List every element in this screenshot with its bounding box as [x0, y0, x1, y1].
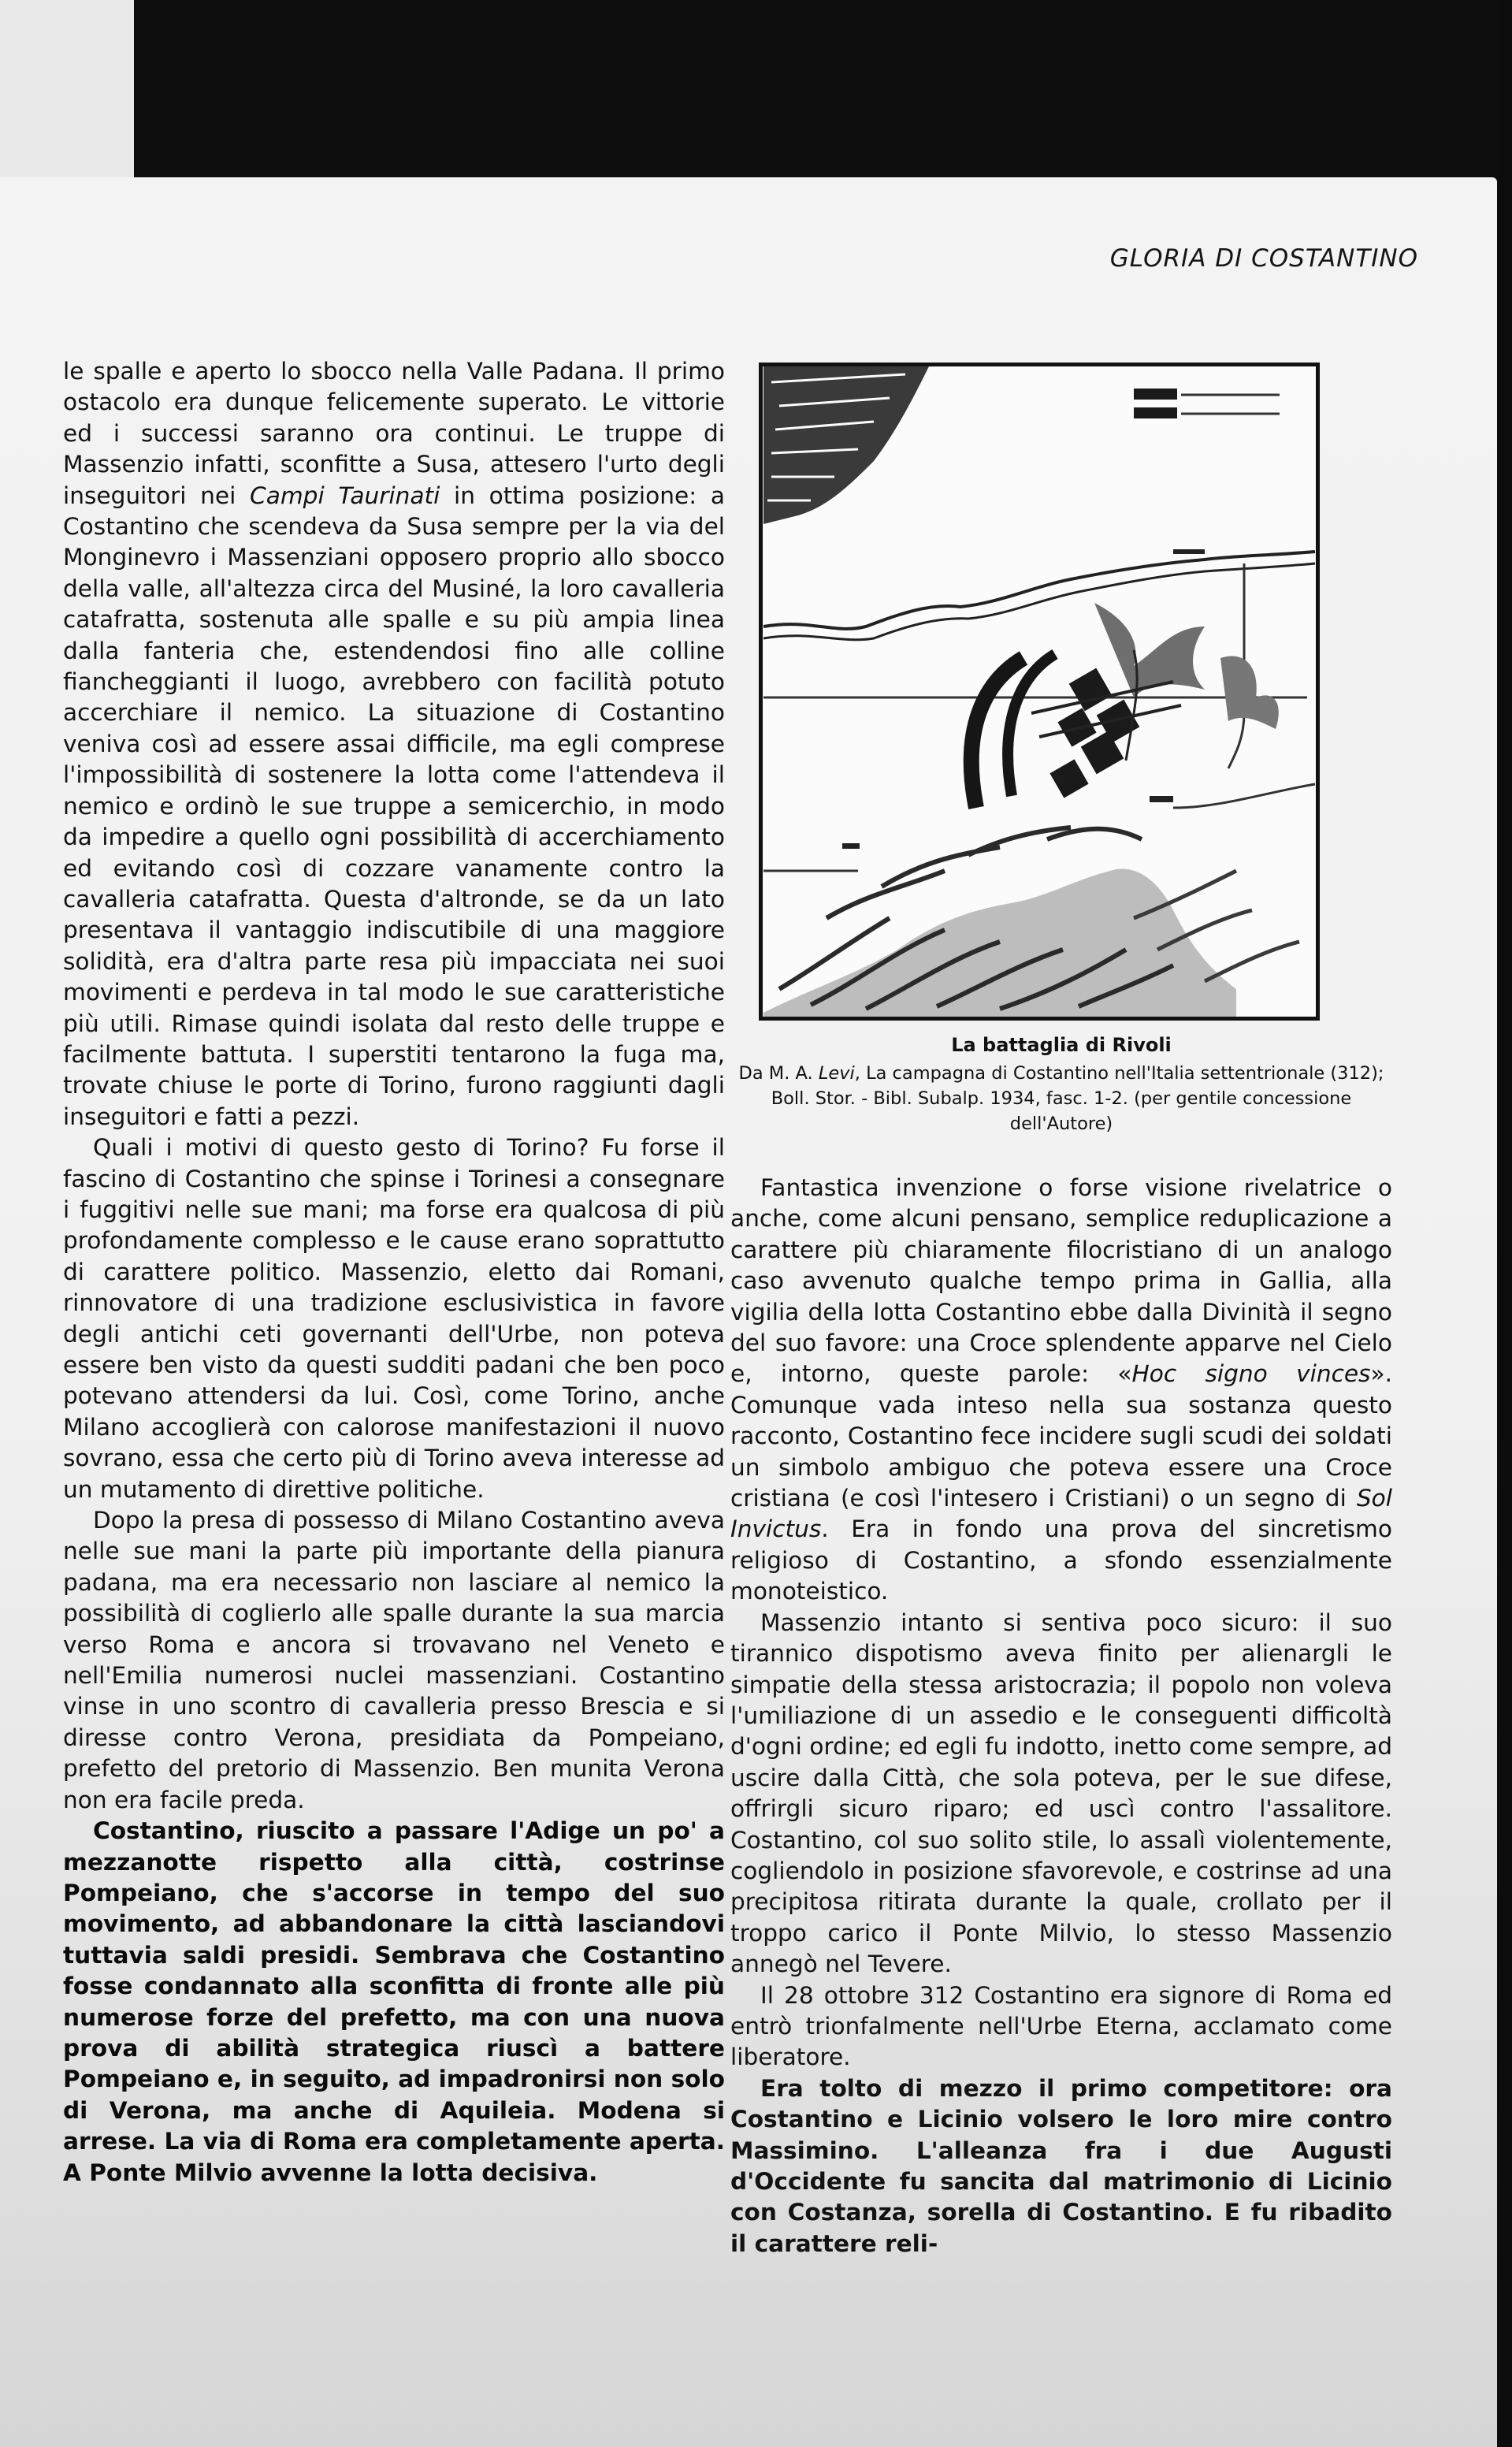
figure-caption — [730, 1061, 1392, 1136]
figure-title: La battaglia di Rivoli — [951, 1034, 1172, 1056]
paragraph — [730, 1173, 1392, 1608]
scan-border-patch — [0, 0, 134, 201]
paragraph: Era tolto di mezzo il primo competitore: ora Costantino e Licinio volsero le loro mire contro Massimino. L'alleanza fra i due Augusti d'Occidente fu sancita dal matrimonio di Licinio con Costanza, sorella di Costantino. E fu ribadito il carattere reli- — [730, 2074, 1392, 2257]
scan-border-top — [0, 0, 1512, 189]
text-run: in ottima posizione: a Costantino che scendeva da Susa sempre per la via del Monginevro i Massenziani opposero proprio allo sbocco della valle, all'altezza circa del Musiné, la loro cavalleria catafratta, sostenuta alle spalle e su più ampia linea dalla fanteria che, estendendosi fino alle colline fiancheggianti il luogo, avrebbero con facilità potuto accerchiare il nemico. La situazione di Costantino veniva così ad essere assai difficile, ma egli comprese l'impossibilità di sostenere la lotta come l'attendeva il nemico e ordinò le sue truppe a semicerchio, in modo da impedire a quello ogni possibilità di accerchiamento ed evitando così di cozzare vanamente contro la cavalleria catafratta. Questa d'altronde, se da un lato presentava il vantaggio indiscutibile di una maggiore solidità, era d'altra parte resa più impacciata nei suoi movimenti e perdeva in tal modo le sue caratteristiche più utili. Rimase quindi isolata dal resto delle truppe e facilmente battuta. I superstiti tentarono la fuga ma, trovate chiuse le porte di Torino, furono raggiunti dagli inseguitori e fatti a pezzi. — [63, 482, 726, 1130]
paragraph: Dopo la presa di possesso di Milano Costantino aveva nelle sue mani la parte più importante della pianura padana, ma era necessario non lasciare al nemico la possibilità di coglierlo alle spalle durante la sua marcia verso Roma e ancora si trovavano nel Veneto e nell'Emilia numerosi nuclei massenziani. Costantino vinse in uno scontro di cavalleria presso Brescia e si diresse contro Verona, presidiata da Pompeiano, prefetto del pretorio di Massenzio. Ben munita Verona non era facile preda. — [63, 1507, 725, 1813]
caption-text: , La campagna di Costantino nell'Italia settentrionale (312); Boll. Stor. - Bibl. Subalp. 1934, fasc. 1-2. (per gentile concessione dell'Autore) — [771, 1063, 1384, 1134]
paragraph: Il 28 ottobre 312 Costantino era signore di Roma ed entrò trionfalmente nell'Urbe Eterna, acclamato come liberatore. — [730, 1981, 1392, 2071]
text-run: le spalle e aperto lo sbocco nella Valle Padana. Il primo ostacolo era dunque felicemente superato. Le vittorie ed i successi saranno ora continui. Le truppe di Massenzio infatti, sconfitte a Susa, attesero l'urto degli inseguitori nei — [63, 358, 725, 509]
running-head: GLORIA DI COSTANTINO — [1109, 244, 1418, 273]
right-column — [730, 1173, 1392, 2259]
scan-border-right — [1497, 0, 1512, 2447]
caption-text: Da M. A. — [738, 1063, 819, 1084]
text-run: Fantastica invenzione o forse visione rivelatrice o anche, come alcuni pensano, semplice reduplicazione a carattere più chiaramente filocristiano di un analogo caso avvenuto qualche tempo prima in Gallia, alla vigilia della lotta Costantino ebbe dalla Divinità il segno del suo favore: una Croce splendente apparve nel Cielo e, intorno, queste parole: « — [730, 1174, 1392, 1388]
battle-map-figure — [759, 363, 1320, 1021]
paragraph — [63, 356, 725, 1132]
text-run: . Era in fondo una prova del sincretismo religioso di Costantino, a sfondo essenzialmente monoteistico. — [730, 1515, 1392, 1605]
caption-author: Levi — [818, 1063, 855, 1084]
text-run: ». Comunque vada inteso nella sua sostanza questo racconto, Costantino fece incidere sugli scudi dei soldati un simbolo ambiguo che poteva essere una Croce cristiana (e così l'intesero i Cristiani) o un segno di — [730, 1360, 1392, 1512]
paragraph: Massenzio intanto si sentiva poco sicuro: il suo tirannico dispotismo aveva finito per alienargli le simpatie della stessa aristocrazia; il popolo non voleva l'umiliazione di un assedio e le conseguenti difficoltà d'ogni ordine; ed egli fu indotto, inetto come sempre, ad uscire dalla Città, che sola poteva, per le sue difese, offrirgli sicuro riparo; ed uscì contro l'assalitore. Costantino, col suo solito stile, lo assalì violentemente, cogliendolo in posizione sfavorevole, e costrinse ad una precipitosa ritirata durante la quale, crollato per il troppo carico il Ponte Milvio, lo stesso Massenzio annegò nel Tevere. — [730, 1608, 1392, 1978]
battle-map-illustration — [763, 366, 1316, 1017]
italic-term: Hoc signo vinces — [1131, 1360, 1371, 1388]
italic-term: Campi Taurinati — [250, 482, 440, 509]
left-column — [63, 356, 725, 2189]
paragraph: Costantino, riuscito a passare l'Adige un po' a mezzanotte rispetto alla città, costrinse Pompeiano, che s'accorse in tempo del suo movimento, ad abbandonare la città lasciandovi tuttavia saldi presidi. Sembrava che Costantino fosse condannato alla sconfitta di fronte alle più numerose forze del prefetto, ma con una nuova prova di abilità strategica riuscì a battere Pompeiano e, in seguito, ad impadronirsi non solo di Verona, ma anche di Aquileia. Modena si arrese. La via di Roma era completamente aperta. A Ponte Milvio avvenne la lotta decisiva. — [63, 1817, 725, 2186]
italic-term: Sol Invictus — [730, 1485, 1392, 1543]
paragraph: Quali i motivi di questo gesto di Torino? Fu forse il fascino di Costantino che spinse i Torinesi a consegnare i fuggitivi nelle sue mani; ma forse era qualcosa di più profondamente complesso e le cause erano soprattutto di carattere politico. Massenzio, eletto dai Romani, rinnovatore di una tradizione esclusivistica in favore degli antichi ceti governanti dell'Urbe, non poteva essere ben visto da questi sudditi padani che ben poco potevano attendersi da lui. Così, come Torino, anche Milano accoglierà con calorose manifestazioni il nuovo sovrano, essa che certo più di Torino aveva interesse ad un mutamento di direttive politiche. — [63, 1134, 725, 1503]
